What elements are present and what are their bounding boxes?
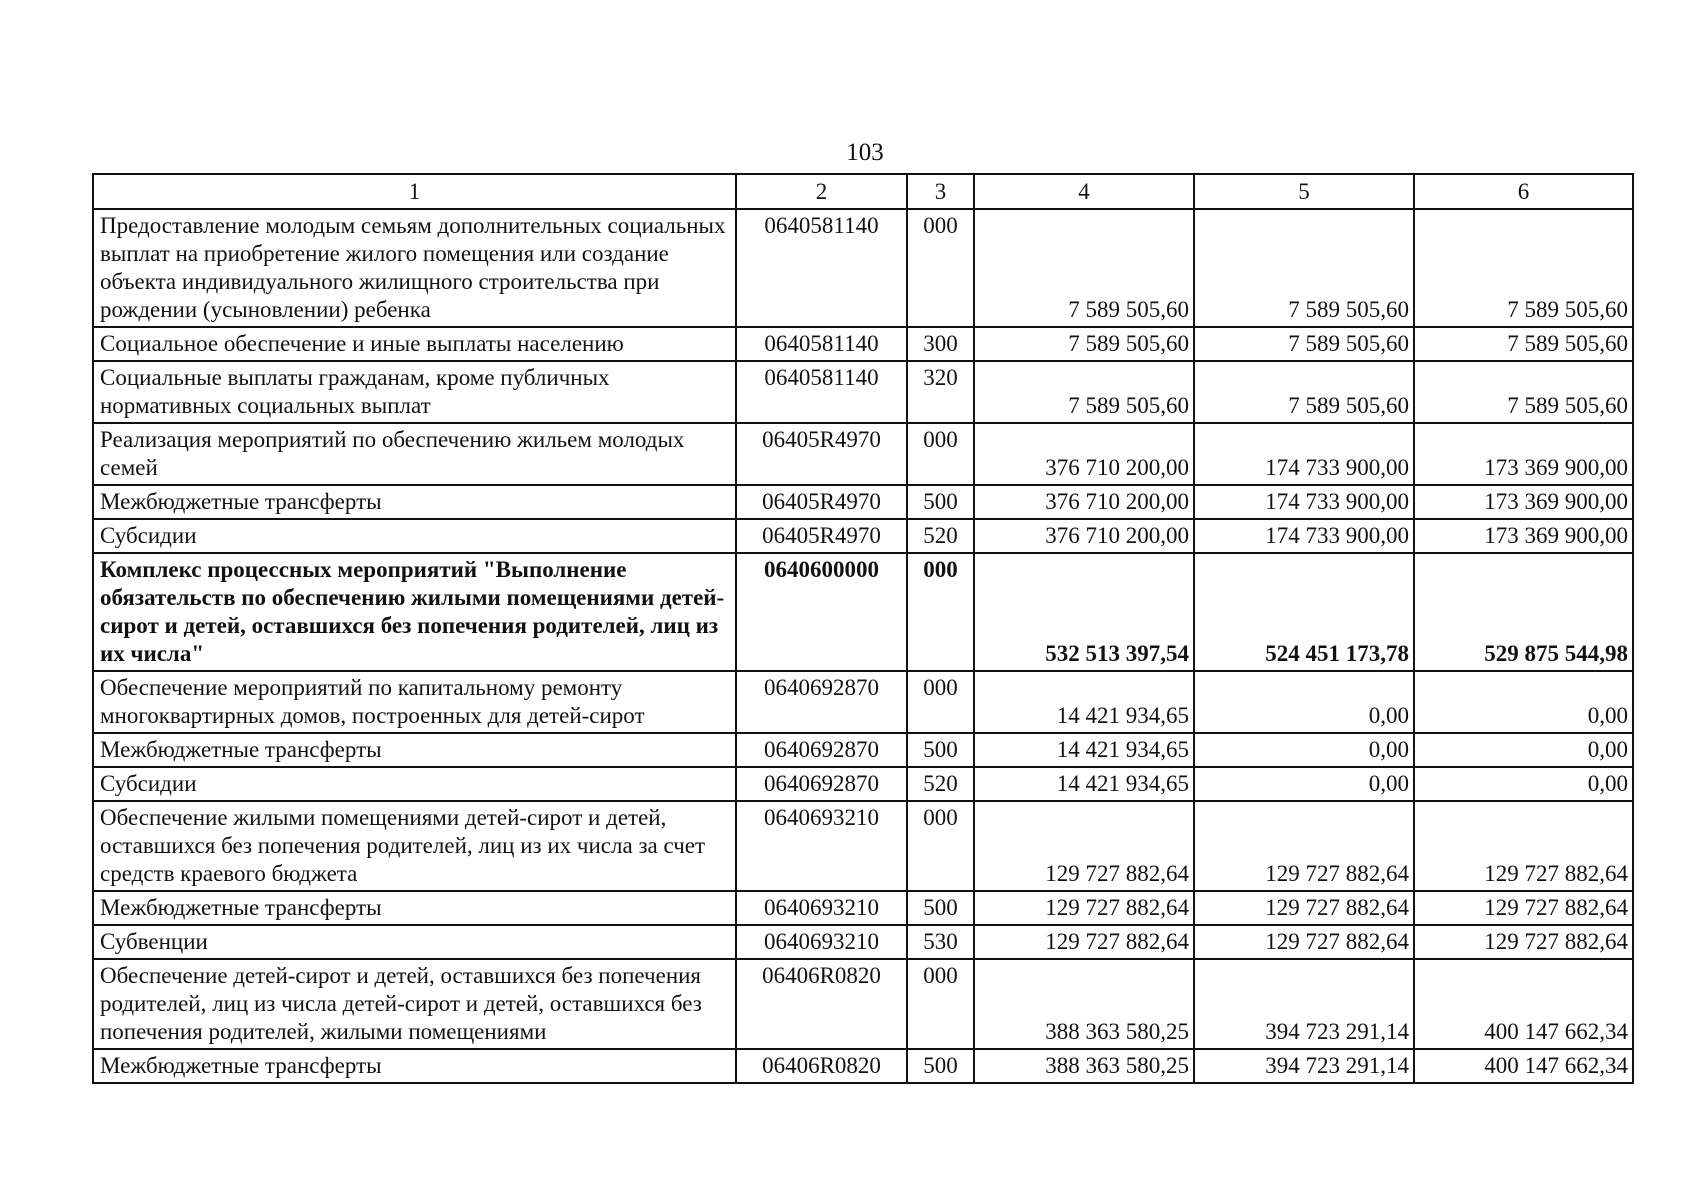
row-value-col6-cell: 0,00 — [1414, 733, 1633, 767]
row-value-col5-cell: 7 589 505,60 — [1194, 209, 1414, 327]
row-name-cell: Реализация мероприятий по обеспечению жильем молодых семей — [93, 423, 736, 485]
row-value-col4-cell: 14 421 934,65 — [974, 733, 1194, 767]
row-value-col5-cell: 174 733 900,00 — [1194, 485, 1414, 519]
row-value-col5-cell: 394 723 291,14 — [1194, 959, 1414, 1049]
row-value-col6-cell: 0,00 — [1414, 767, 1633, 801]
row-type-cell: 500 — [907, 733, 974, 767]
row-value-col5-cell: 524 451 173,78 — [1194, 553, 1414, 671]
row-name-cell: Предоставление молодым семьям дополнительных социальных выплат на приобретение жилого помещения или создание объекта индивидуального жилищного строительства при рождении (усыновлении) ребенка — [93, 209, 736, 327]
row-name-cell: Межбюджетные трансферты — [93, 1049, 736, 1083]
row-code-cell: 0640600000 — [736, 553, 907, 671]
row-name-cell: Комплекс процессных мероприятий "Выполнение обязательств по обеспечению жилыми помещениями детей-сирот и детей, оставшихся без попечения родителей, лиц из их числа" — [93, 553, 736, 671]
row-value-col4-cell: 376 710 200,00 — [974, 423, 1194, 485]
row-value-col5-cell: 129 727 882,64 — [1194, 891, 1414, 925]
row-type-cell: 320 — [907, 361, 974, 423]
row-name-cell: Социальное обеспечение и иные выплаты населению — [93, 327, 736, 361]
row-code-cell: 0640692870 — [736, 671, 907, 733]
row-value-col4-cell: 129 727 882,64 — [974, 891, 1194, 925]
row-name-cell: Социальные выплаты гражданам, кроме публичных нормативных социальных выплат — [93, 361, 736, 423]
row-code-cell: 0640693210 — [736, 801, 907, 891]
table-row — [93, 485, 1633, 519]
row-value-col6-cell: 529 875 544,98 — [1414, 553, 1633, 671]
budget-table — [92, 173, 1634, 1084]
row-value-col6-cell: 173 369 900,00 — [1414, 485, 1633, 519]
table-row — [93, 891, 1633, 925]
table-row — [93, 925, 1633, 959]
row-type-cell: 500 — [907, 485, 974, 519]
row-code-cell: 0640693210 — [736, 891, 907, 925]
table-row — [93, 1049, 1633, 1083]
table-row — [93, 959, 1633, 1049]
row-value-col5-cell: 0,00 — [1194, 733, 1414, 767]
row-type-cell: 000 — [907, 671, 974, 733]
row-value-col4-cell: 7 589 505,60 — [974, 361, 1194, 423]
row-value-col6-cell: 173 369 900,00 — [1414, 423, 1633, 485]
row-code-cell: 0640693210 — [736, 925, 907, 959]
header-col-2: 2 — [736, 174, 907, 209]
row-value-col5-cell: 174 733 900,00 — [1194, 423, 1414, 485]
row-value-col4-cell: 129 727 882,64 — [974, 925, 1194, 959]
row-value-col6-cell: 129 727 882,64 — [1414, 891, 1633, 925]
row-type-cell: 000 — [907, 209, 974, 327]
row-name-cell: Субсидии — [93, 767, 736, 801]
row-value-col4-cell: 7 589 505,60 — [974, 327, 1194, 361]
header-col-5: 5 — [1194, 174, 1414, 209]
table-row — [93, 423, 1633, 485]
header-col-4: 4 — [974, 174, 1194, 209]
row-code-cell: 0640581140 — [736, 209, 907, 327]
row-value-col5-cell: 174 733 900,00 — [1194, 519, 1414, 553]
row-value-col4-cell: 388 363 580,25 — [974, 1049, 1194, 1083]
row-value-col4-cell: 14 421 934,65 — [974, 767, 1194, 801]
row-type-cell: 000 — [907, 423, 974, 485]
row-name-cell: Межбюджетные трансферты — [93, 891, 736, 925]
row-value-col6-cell: 0,00 — [1414, 671, 1633, 733]
table-row — [93, 209, 1633, 327]
table-row — [93, 361, 1633, 423]
row-value-col6-cell: 400 147 662,34 — [1414, 959, 1633, 1049]
row-name-cell: Субсидии — [93, 519, 736, 553]
table-row — [93, 519, 1633, 553]
row-code-cell: 06406R0820 — [736, 959, 907, 1049]
row-code-cell: 06405R4970 — [736, 485, 907, 519]
row-value-col4-cell: 532 513 397,54 — [974, 553, 1194, 671]
row-value-col4-cell: 129 727 882,64 — [974, 801, 1194, 891]
row-name-cell: Субвенции — [93, 925, 736, 959]
table-row — [93, 733, 1633, 767]
table-header-row — [93, 174, 1633, 209]
table-row — [93, 671, 1633, 733]
row-type-cell: 300 — [907, 327, 974, 361]
page-number: 103 — [846, 139, 884, 166]
row-value-col4-cell: 388 363 580,25 — [974, 959, 1194, 1049]
table-row — [93, 327, 1633, 361]
row-name-cell: Обеспечение жилыми помещениями детей-сирот и детей, оставшихся без попечения родителей, лиц из их числа за счет средств краевого бюджета — [93, 801, 736, 891]
row-value-col5-cell: 7 589 505,60 — [1194, 361, 1414, 423]
table-row — [93, 801, 1633, 891]
row-type-cell: 530 — [907, 925, 974, 959]
row-code-cell: 0640581140 — [736, 361, 907, 423]
row-name-cell: Межбюджетные трансферты — [93, 485, 736, 519]
row-value-col5-cell: 0,00 — [1194, 671, 1414, 733]
row-code-cell: 06405R4970 — [736, 519, 907, 553]
header-col-3: 3 — [907, 174, 974, 209]
row-value-col6-cell: 7 589 505,60 — [1414, 361, 1633, 423]
row-value-col4-cell: 7 589 505,60 — [974, 209, 1194, 327]
row-name-cell: Межбюджетные трансферты — [93, 733, 736, 767]
row-value-col4-cell: 376 710 200,00 — [974, 485, 1194, 519]
row-value-col4-cell: 376 710 200,00 — [974, 519, 1194, 553]
row-value-col5-cell: 394 723 291,14 — [1194, 1049, 1414, 1083]
row-value-col5-cell: 0,00 — [1194, 767, 1414, 801]
row-name-cell: Обеспечение мероприятий по капитальному ремонту многоквартирных домов, построенных для детей-сирот — [93, 671, 736, 733]
table-row — [93, 767, 1633, 801]
row-value-col6-cell: 129 727 882,64 — [1414, 925, 1633, 959]
row-type-cell: 500 — [907, 1049, 974, 1083]
row-code-cell: 0640692870 — [736, 767, 907, 801]
row-code-cell: 0640692870 — [736, 733, 907, 767]
row-type-cell: 000 — [907, 801, 974, 891]
row-type-cell: 000 — [907, 959, 974, 1049]
row-value-col6-cell: 7 589 505,60 — [1414, 209, 1633, 327]
row-value-col5-cell: 129 727 882,64 — [1194, 801, 1414, 891]
row-code-cell: 06405R4970 — [736, 423, 907, 485]
row-type-cell: 500 — [907, 891, 974, 925]
row-type-cell: 520 — [907, 519, 974, 553]
row-value-col6-cell: 400 147 662,34 — [1414, 1049, 1633, 1083]
row-type-cell: 520 — [907, 767, 974, 801]
header-col-6: 6 — [1414, 174, 1633, 209]
row-name-cell: Обеспечение детей-сирот и детей, оставшихся без попечения родителей, лиц из числа детей-сирот и детей, оставшихся без попечения родителей, жилыми помещениями — [93, 959, 736, 1049]
header-col-1: 1 — [93, 174, 736, 209]
row-value-col6-cell: 7 589 505,60 — [1414, 327, 1633, 361]
table-row — [93, 553, 1633, 671]
row-value-col6-cell: 173 369 900,00 — [1414, 519, 1633, 553]
row-code-cell: 0640581140 — [736, 327, 907, 361]
row-value-col5-cell: 7 589 505,60 — [1194, 327, 1414, 361]
row-type-cell: 000 — [907, 553, 974, 671]
row-value-col4-cell: 14 421 934,65 — [974, 671, 1194, 733]
row-value-col5-cell: 129 727 882,64 — [1194, 925, 1414, 959]
row-code-cell: 06406R0820 — [736, 1049, 907, 1083]
row-value-col6-cell: 129 727 882,64 — [1414, 801, 1633, 891]
